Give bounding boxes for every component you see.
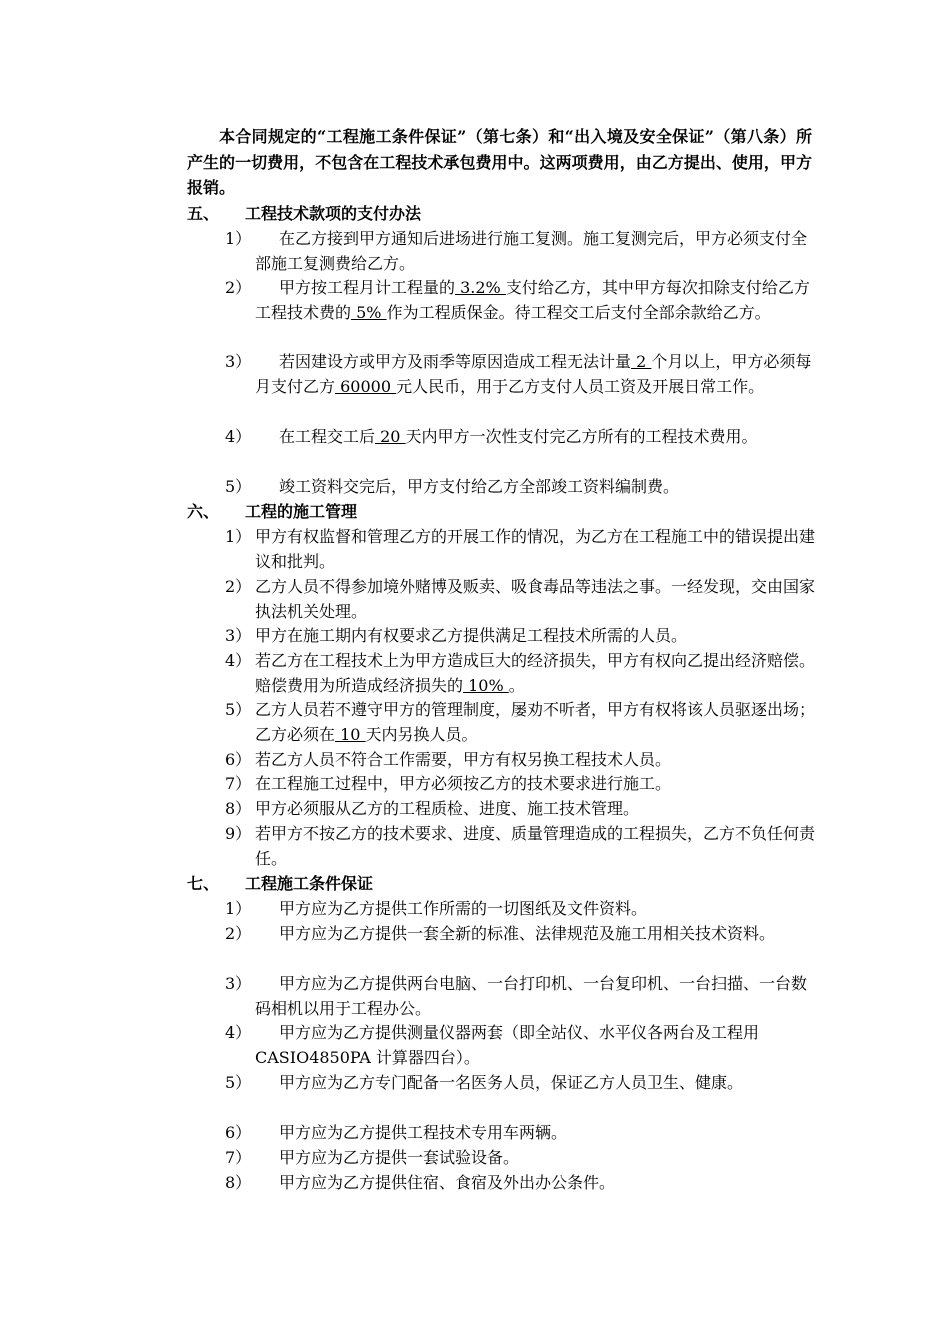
section-6-heading bbox=[187, 500, 357, 524]
list-item bbox=[225, 1171, 815, 1196]
item-marker: 5） bbox=[225, 1073, 252, 1092]
item-marker: 4） bbox=[225, 651, 252, 670]
list-item bbox=[225, 748, 815, 773]
list-item bbox=[225, 475, 815, 500]
list-item bbox=[225, 897, 815, 922]
item-marker: 3） bbox=[225, 974, 252, 993]
item-marker: 2） bbox=[225, 924, 252, 943]
item-text: 甲方应为乙方提供一套全新的标准、法律规范及施工用相关技术资料。 bbox=[279, 924, 776, 943]
list-item bbox=[225, 575, 815, 624]
item-marker: 6） bbox=[225, 1123, 252, 1142]
item-marker: 4） bbox=[225, 1023, 252, 1042]
list-item bbox=[225, 227, 815, 276]
item-marker: 5） bbox=[225, 700, 252, 719]
list-item bbox=[225, 772, 815, 797]
list-item bbox=[225, 525, 815, 574]
item-text: 在工程施工过程中，甲方必须按乙方的技术要求进行施工。 bbox=[255, 774, 672, 793]
item-text: 甲方应为乙方提供一套试验设备。 bbox=[279, 1148, 520, 1167]
item-marker: 7） bbox=[225, 1148, 252, 1167]
item-marker: 2） bbox=[225, 577, 252, 596]
item-text: 甲方在施工期内有权要求乙方提供满足工程技术所需的人员。 bbox=[255, 626, 688, 645]
item-text: 甲方应为乙方提供两台电脑、一台打印机、一台复印机、一台扫描、一台数码相机以用于工程办公。 bbox=[255, 974, 808, 1018]
item-text: 甲方按工程月计工程量的 3.2% 支付给乙方，其中甲方每次扣除支付给乙方工程技术费的 5% 作为工程质保金。待工程交工后支付全部余款给乙方。 bbox=[255, 278, 810, 322]
item-marker: 1） bbox=[225, 229, 252, 248]
item-marker: 1） bbox=[225, 899, 252, 918]
underlined-value: 3.2% bbox=[455, 278, 506, 297]
underlined-value: 60000 bbox=[335, 376, 397, 396]
item-marker: 6） bbox=[225, 750, 252, 769]
section-7-heading bbox=[187, 872, 373, 896]
item-text: 甲方有权监督和管理乙方的开展工作的情况，为乙方在工程施工中的错误提出建议和批判。 bbox=[255, 527, 816, 571]
underlined-value: 10% bbox=[463, 675, 509, 695]
item-marker: 7） bbox=[225, 774, 252, 793]
list-item bbox=[225, 276, 815, 325]
item-marker: 5） bbox=[225, 477, 252, 496]
section-6-number: 六、 bbox=[187, 502, 220, 521]
list-item bbox=[225, 1071, 815, 1096]
intro-paragraph: 本合同规定的“工程施工条件保证”（第七条）和“出入境及安全保证”（第八条）所产生的一切费用，不包含在工程技术承包费用中。这两项费用，由乙方提出、使用，甲方报销。 bbox=[187, 127, 812, 197]
item-text: 甲方应为乙方提供测量仪器两套（即全站仪、水平仪各两台及工程用 CASIO4850PA 计算器四台）。 bbox=[255, 1023, 760, 1067]
item-marker: 3） bbox=[225, 626, 252, 645]
section-6-title: 工程的施工管理 bbox=[245, 502, 358, 521]
section-5-title: 工程技术款项的支付办法 bbox=[245, 204, 422, 223]
list-item bbox=[225, 1021, 815, 1070]
section-7-title: 工程施工条件保证 bbox=[245, 874, 374, 893]
item-text: 若因建设方或甲方及雨季等原因造成工程无法计量 2 个月以上，甲方必须每月支付乙方 60000 元人民币，用于乙方支付人员工资及开展日常工作。 bbox=[255, 352, 812, 396]
list-item bbox=[225, 1146, 815, 1171]
list-item bbox=[225, 425, 815, 450]
item-marker: 9） bbox=[225, 824, 252, 843]
list-item bbox=[225, 624, 815, 649]
item-marker: 4） bbox=[225, 427, 252, 446]
item-text: 在乙方接到甲方通知后进场进行施工复测。施工复测完后，甲方必须支付全部施工复测费给乙方。 bbox=[255, 229, 808, 273]
item-text: 若乙方人员不符合工作需要，甲方有权另换工程技术人员。 bbox=[255, 750, 672, 769]
underlined-value: 2 bbox=[631, 352, 652, 371]
item-text: 乙方人员若不遵守甲方的管理制度，屡劝不听者，甲方有权将该人员驱逐出场；乙方必须在 10 天内另换人员。 bbox=[255, 700, 816, 744]
item-text: 在工程交工后 20 天内甲方一次性支付完乙方所有的工程技术费用。 bbox=[279, 427, 758, 446]
underlined-value: 5% bbox=[351, 302, 387, 322]
list-item bbox=[225, 822, 815, 871]
section-7-number: 七、 bbox=[187, 874, 220, 893]
section-5-number: 五、 bbox=[187, 204, 220, 223]
list-item bbox=[225, 922, 815, 947]
list-item bbox=[225, 649, 815, 698]
item-text: 竣工资料交完后，甲方支付给乙方全部竣工资料编制费。 bbox=[279, 477, 680, 496]
item-text: 甲方应为乙方专门配备一名医务人员，保证乙方人员卫生、健康。 bbox=[279, 1073, 744, 1092]
item-text: 甲方应为乙方提供住宿、食宿及外出办公条件。 bbox=[279, 1173, 616, 1192]
underlined-value: 10 bbox=[335, 724, 366, 744]
item-text: 乙方人员不得参加境外赌博及贩卖、吸食毒品等违法之事。一经发现，交由国家执法机关处理。 bbox=[255, 577, 816, 621]
list-item bbox=[225, 350, 815, 399]
item-marker: 2） bbox=[225, 278, 252, 297]
item-marker: 3） bbox=[225, 352, 252, 371]
item-text: 若甲方不按乙方的技术要求、进度、质量管理造成的工程损失，乙方不负任何责任。 bbox=[255, 824, 816, 868]
underlined-value: 20 bbox=[375, 427, 406, 446]
section-5-heading bbox=[187, 202, 421, 226]
list-item bbox=[225, 1121, 815, 1146]
item-marker: 8） bbox=[225, 799, 252, 818]
item-text: 甲方应为乙方提供工程技术专用车两辆。 bbox=[279, 1123, 568, 1142]
item-marker: 1） bbox=[225, 527, 252, 546]
item-text: 甲方应为乙方提供工作所需的一切图纸及文件资料。 bbox=[279, 899, 648, 918]
item-text: 甲方必须服从乙方的工程质检、进度、施工技术管理。 bbox=[255, 799, 640, 818]
list-item bbox=[225, 797, 815, 822]
list-item bbox=[225, 972, 815, 1021]
item-marker: 8） bbox=[225, 1173, 252, 1192]
item-text: 若乙方在工程技术上为甲方造成巨大的经济损失，甲方有权向乙提出经济赔偿。赔偿费用为所造成经济损失的 10% 。 bbox=[255, 651, 816, 695]
list-item bbox=[225, 698, 815, 747]
